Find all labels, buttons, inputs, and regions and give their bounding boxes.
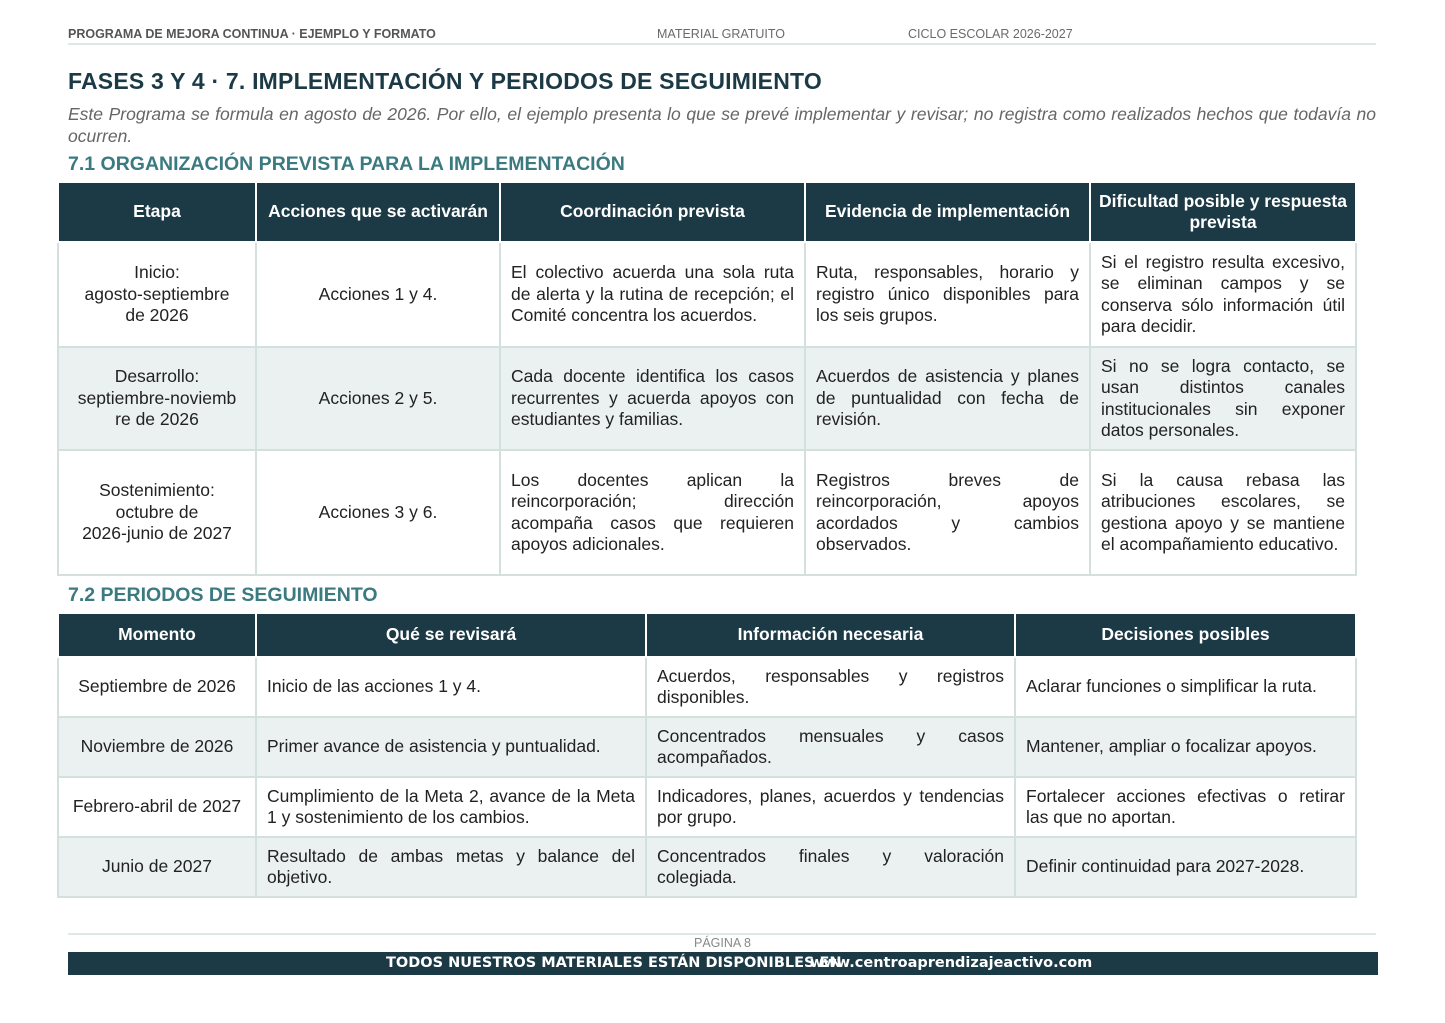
etapa-line: 2026-junio de 2027 bbox=[82, 523, 232, 544]
cell-revision: Resultado de ambas metas y balance del objetivo. bbox=[256, 837, 646, 897]
table-header-row bbox=[58, 613, 1356, 657]
etapa-line: Sostenimiento: bbox=[99, 480, 215, 501]
etapa-line: agosto-septiembre bbox=[84, 283, 230, 304]
column-header: Decisiones posibles bbox=[1015, 613, 1356, 657]
column-header: Qué se revisará bbox=[256, 613, 646, 657]
cell-acciones: Acciones 3 y 6. bbox=[256, 450, 500, 575]
cell-evidencia: Registros breves de reincorporación, apoyos acordados y cambios observados. bbox=[805, 450, 1090, 575]
column-header: Etapa bbox=[58, 182, 256, 242]
cell-dificultad: Si no se logra contacto, se usan distintos canales institucionales sin exponer datos personales. bbox=[1090, 347, 1356, 450]
header-free-material-label: MATERIAL GRATUITO bbox=[657, 27, 786, 41]
cell-momento: Febrero-abril de 2027 bbox=[58, 777, 256, 837]
cell-revision: Primer avance de asistencia y puntualidad. bbox=[256, 717, 646, 777]
table-row bbox=[58, 242, 1356, 347]
column-header: Momento bbox=[58, 613, 256, 657]
etapa-line: re de 2026 bbox=[115, 409, 199, 430]
cell-evidencia: Ruta, responsables, horario y registro único disponibles para los seis grupos. bbox=[805, 242, 1090, 347]
cell-etapa bbox=[58, 242, 256, 347]
cell-etapa bbox=[58, 347, 256, 450]
cell-decisiones: Fortalecer acciones efectivas o retirar las que no aportan. bbox=[1015, 777, 1356, 837]
etapa-line: septiembre-noviemb bbox=[77, 387, 237, 408]
cell-decisiones: Definir continuidad para 2027-2028. bbox=[1015, 837, 1356, 897]
section-heading-follow-up: 7.2 PERIODOS DE SEGUIMIENTO bbox=[68, 584, 378, 606]
follow-up-table bbox=[57, 612, 1357, 898]
cell-etapa bbox=[58, 450, 256, 575]
cell-momento: Noviembre de 2026 bbox=[58, 717, 256, 777]
column-header: Acciones que se activarán bbox=[256, 182, 500, 242]
page-title: FASES 3 Y 4 · 7. IMPLEMENTACIÓN Y PERIODOS DE SEGUIMIENTO bbox=[68, 68, 822, 94]
cell-decisiones: Mantener, ampliar o focalizar apoyos. bbox=[1015, 717, 1356, 777]
cell-coordinacion: El colectivo acuerda una sola ruta de alerta y la rutina de recepción; el Comité concentra los acuerdos. bbox=[500, 242, 805, 347]
table-row bbox=[58, 347, 1356, 450]
cell-momento: Junio de 2027 bbox=[58, 837, 256, 897]
implementation-table bbox=[57, 181, 1357, 576]
header-program-label: PROGRAMA DE MEJORA CONTINUA · EJEMPLO Y FORMATO bbox=[68, 27, 436, 41]
section-heading-implementation: 7.1 ORGANIZACIÓN PREVISTA PARA LA IMPLEMENTACIÓN bbox=[68, 153, 625, 175]
cell-informacion: Concentrados mensuales y casos acompañados. bbox=[646, 717, 1015, 777]
cell-decisiones: Aclarar funciones o simplificar la ruta. bbox=[1015, 657, 1356, 717]
cell-revision: Inicio de las acciones 1 y 4. bbox=[256, 657, 646, 717]
cell-revision: Cumplimiento de la Meta 2, avance de la Meta 1 y sostenimiento de los cambios. bbox=[256, 777, 646, 837]
cell-coordinacion: Los docentes aplican la reincorporación; dirección acompaña casos que requieren apoyos adicionales. bbox=[500, 450, 805, 575]
cell-dificultad: Si la causa rebasa las atribuciones escolares, se gestiona apoyo y se mantiene el acompañamiento educativo. bbox=[1090, 450, 1356, 575]
etapa-line: Desarrollo: bbox=[114, 366, 200, 387]
column-header: Dificultad posible y respuesta prevista bbox=[1090, 182, 1356, 242]
column-header: Información necesaria bbox=[646, 613, 1015, 657]
cell-dificultad: Si el registro resulta excesivo, se eliminan campos y se conserva sólo información útil para decidir. bbox=[1090, 242, 1356, 347]
table-row bbox=[58, 837, 1356, 897]
cell-informacion: Concentrados finales y valoración colegiada. bbox=[646, 837, 1015, 897]
table-row bbox=[58, 657, 1356, 717]
table-row bbox=[58, 450, 1356, 575]
etapa-line: de 2026 bbox=[125, 305, 189, 326]
cell-acciones: Acciones 2 y 5. bbox=[256, 347, 500, 450]
cell-informacion: Acuerdos, responsables y registros disponibles. bbox=[646, 657, 1015, 717]
etapa-line: octubre de bbox=[115, 501, 199, 522]
table-row bbox=[58, 777, 1356, 837]
header-school-cycle-label: CICLO ESCOLAR 2026-2027 bbox=[908, 27, 1073, 41]
intro-paragraph: Este Programa se formula en agosto de 2026. Por ello, el ejemplo presenta lo que se prevé implementar y revisar; no registra como realizados hechos que todavía no ocurren. bbox=[68, 104, 1376, 146]
page-header bbox=[68, 26, 1376, 45]
cell-acciones: Acciones 1 y 4. bbox=[256, 242, 500, 347]
column-header: Coordinación prevista bbox=[500, 182, 805, 242]
footer-divider bbox=[68, 933, 1376, 935]
footer-banner-text: TODOS NUESTROS MATERIALES ESTÁN DISPONIBLES EN bbox=[386, 955, 842, 971]
footer-website-link[interactable]: www.centroaprendizajeactivo.com bbox=[810, 955, 1093, 971]
cell-coordinacion: Cada docente identifica los casos recurrentes y acuerda apoyos con estudiantes y familias. bbox=[500, 347, 805, 450]
cell-informacion: Indicadores, planes, acuerdos y tendencias por grupo. bbox=[646, 777, 1015, 837]
cell-evidencia: Acuerdos de asistencia y planes de puntualidad con fecha de revisión. bbox=[805, 347, 1090, 450]
etapa-line: Inicio: bbox=[134, 262, 180, 283]
footer-banner bbox=[68, 952, 1378, 975]
cell-momento: Septiembre de 2026 bbox=[58, 657, 256, 717]
column-header: Evidencia de implementación bbox=[805, 182, 1090, 242]
table-header-row bbox=[58, 182, 1356, 242]
table-row bbox=[58, 717, 1356, 777]
page-number: PÁGINA 8 bbox=[694, 936, 751, 950]
